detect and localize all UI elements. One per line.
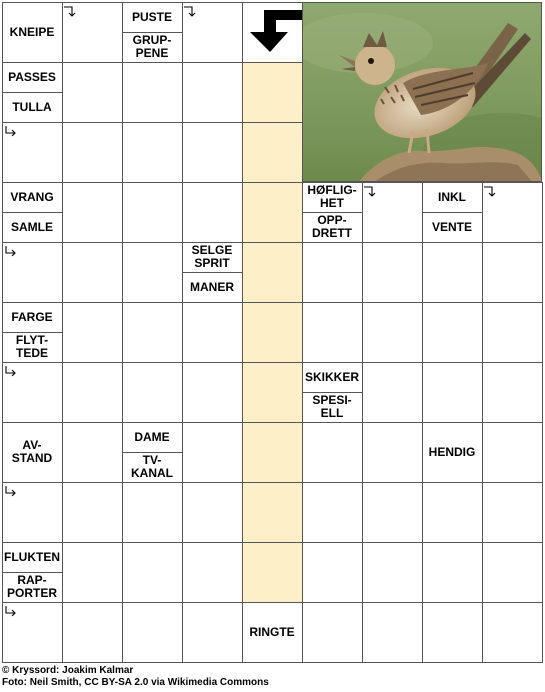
clue-text: TV- KANAL [131, 453, 173, 480]
answer-cell[interactable] [482, 362, 543, 423]
copyright-text: © Kryssord: Joakim Kalmar [2, 665, 134, 676]
answer-cell[interactable] [302, 482, 363, 543]
answer-cell[interactable] [302, 602, 363, 663]
answer-cell[interactable] [62, 182, 123, 243]
answer-cell[interactable] [422, 302, 483, 363]
clue-text: SAMLE [11, 219, 53, 234]
arrow-down-right-icon [4, 125, 17, 138]
clue-text: SELGE SPRIT [191, 243, 233, 270]
clue-text: GRUP- PENE [132, 33, 172, 60]
answer-cell[interactable] [122, 482, 183, 543]
answer-cell[interactable] [182, 422, 243, 483]
answer-cell[interactable] [122, 542, 183, 603]
clue-text: HØFLIG- HET [307, 183, 357, 210]
answer-cell[interactable] [122, 242, 183, 303]
answer-cell[interactable] [422, 542, 483, 603]
arrow-down-right-icon [4, 245, 17, 258]
answer-cell[interactable] [362, 302, 423, 363]
clue-text: HENDIG [428, 444, 476, 459]
answer-cell[interactable] [182, 122, 243, 183]
clue-text: RAP- PORTER [6, 573, 57, 600]
answer-cell[interactable] [62, 362, 123, 423]
answer-cell[interactable] [62, 62, 123, 123]
clue-text: INKL [438, 189, 466, 204]
solution-column-arrow-icon [242, 2, 302, 62]
answer-cell[interactable] [122, 362, 183, 423]
answer-cell[interactable] [482, 482, 543, 543]
clue-text: TULLA [12, 99, 52, 114]
answer-cell[interactable] [182, 62, 243, 123]
clue-text: SPESI- ELL [312, 393, 352, 420]
answer-cell[interactable] [482, 302, 543, 363]
clue-text: KNEIPE [9, 24, 55, 39]
answer-cell[interactable] [362, 422, 423, 483]
clue-text: SKIKKER [304, 369, 359, 384]
answer-cell[interactable] [242, 242, 303, 303]
clue-text: FLUKTEN [4, 549, 60, 564]
answer-cell[interactable] [242, 362, 303, 423]
clue-text: OPP- DRETT [312, 213, 352, 240]
answer-cell[interactable] [302, 422, 363, 483]
arrow-right-down-icon [363, 185, 376, 198]
arrow-down-right-icon [4, 485, 17, 498]
arrow-down-right-icon [4, 605, 17, 618]
answer-cell[interactable] [242, 182, 303, 243]
answer-cell[interactable] [242, 542, 303, 603]
answer-cell[interactable] [482, 242, 543, 303]
answer-cell[interactable] [362, 602, 423, 663]
answer-cell[interactable] [182, 182, 243, 243]
clue-text: VENTE [431, 219, 472, 234]
answer-cell[interactable] [122, 182, 183, 243]
clue-text: MANER [190, 279, 234, 294]
answer-cell[interactable] [482, 422, 543, 483]
answer-cell[interactable] [62, 302, 123, 363]
answer-cell[interactable] [422, 362, 483, 423]
answer-cell[interactable] [182, 302, 243, 363]
clue-text: VRANG [10, 189, 54, 204]
clue-text: FLYT- TEDE [15, 333, 49, 360]
skylark-bird-photo [302, 2, 542, 182]
answer-cell[interactable] [242, 122, 303, 183]
answer-cell[interactable] [422, 602, 483, 663]
answer-cell[interactable] [302, 542, 363, 603]
answer-cell[interactable] [422, 242, 483, 303]
answer-cell[interactable] [362, 362, 423, 423]
answer-cell[interactable] [122, 62, 183, 123]
answer-cell[interactable] [122, 602, 183, 663]
answer-cell[interactable] [242, 302, 303, 363]
clue-text: PASSES [8, 69, 56, 84]
answer-cell[interactable] [242, 422, 303, 483]
clue-text: DAME [134, 429, 170, 444]
answer-cell[interactable] [182, 362, 243, 423]
photo-credit-text: Foto: Neil Smith, CC BY-SA 2.0 via Wikimedia Commons [2, 677, 269, 688]
arrow-right-down-icon [183, 5, 196, 18]
answer-cell[interactable] [362, 542, 423, 603]
arrow-right-down-icon [483, 185, 496, 198]
arrow-right-down-icon [63, 5, 76, 18]
answer-cell[interactable] [122, 302, 183, 363]
answer-cell[interactable] [422, 482, 483, 543]
answer-cell[interactable] [362, 482, 423, 543]
clue-text: PUSTE [131, 9, 172, 24]
answer-cell[interactable] [242, 62, 303, 123]
answer-cell[interactable] [302, 242, 363, 303]
clue-text: FARGE [11, 309, 53, 324]
answer-cell[interactable] [62, 482, 123, 543]
answer-cell[interactable] [182, 602, 243, 663]
answer-cell[interactable] [182, 542, 243, 603]
answer-cell[interactable] [62, 422, 123, 483]
answer-cell[interactable] [62, 242, 123, 303]
clue-text: AV- STAND [11, 438, 53, 465]
answer-cell[interactable] [302, 302, 363, 363]
answer-cell[interactable] [62, 542, 123, 603]
clue-text: RINGTE [249, 624, 295, 639]
answer-cell[interactable] [362, 242, 423, 303]
answer-cell[interactable] [482, 602, 543, 663]
arrow-down-right-icon [4, 365, 17, 378]
answer-cell[interactable] [122, 122, 183, 183]
answer-cell[interactable] [62, 602, 123, 663]
answer-cell[interactable] [182, 482, 243, 543]
answer-cell[interactable] [482, 542, 543, 603]
answer-cell[interactable] [242, 482, 303, 543]
answer-cell[interactable] [62, 122, 123, 183]
